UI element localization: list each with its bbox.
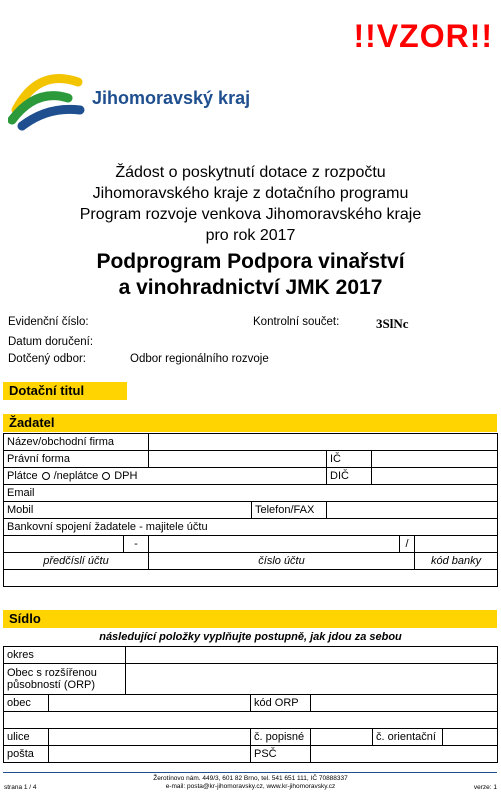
zadatel-header: Žadatel [3,414,497,432]
footer-contact: e-mail: posta@kr-jihomoravsky.cz, www.kr-jihomoravsky.cz [165,783,336,790]
footer-address: Žerotínovo nám. 449/3, 601 82 Brno, tel. 541 651 111, IČ 70888337 [153,775,348,782]
ulice-input[interactable] [49,729,251,746]
dic-label: DIČ [327,468,372,485]
blank-row [4,570,498,587]
heading-line-1: Žádost o poskytnutí dotace z rozpočtu [115,164,386,181]
neplatce-label: /neplátce [53,470,99,482]
telefon-input[interactable] [327,502,498,519]
sidlo-table [3,646,498,763]
footer-page: strana 1 / 4 [4,784,37,791]
footer-divider [3,772,497,773]
subtitle-line-1: Podprogram Podpora vinařství [96,250,405,273]
subtitle-line-2: a vinohradnictví JMK 2017 [118,276,383,299]
evidencni-label: Evidenční číslo: [8,316,89,328]
heading-line-4: pro rok 2017 [205,227,296,244]
cislo-uctu-input[interactable] [149,536,400,553]
popisne-input[interactable] [311,729,373,746]
ic-input[interactable] [372,451,498,468]
datum-label: Datum doručení: [8,336,94,348]
posta-label: pošta [4,746,49,763]
posta-input[interactable] [49,746,251,763]
platce-radio[interactable] [42,472,50,480]
spacer-row [4,712,498,729]
odbor-label: Dotčený odbor: [8,353,86,365]
email-label: Email [4,485,498,502]
heading-line-3: Program rozvoje venkova Jihomoravského kraje [79,206,422,223]
psc-input[interactable] [311,746,498,763]
watermark: !!VZOR!! [353,18,493,54]
kontrolni-value: 3SlNc [376,316,409,331]
psc-label: PSČ [251,746,311,763]
sidlo-header: Sídlo [3,610,497,628]
nazev-label: Název/obchodní firma [4,434,149,451]
okres-input[interactable] [126,647,498,664]
kod-banky-input[interactable] [415,536,498,553]
kod-banky-label: kód banky [415,553,498,570]
pravni-forma-label: Právní forma [4,451,149,468]
dph-label: DPH [114,470,138,482]
orientacni-input[interactable] [443,729,498,746]
popisne-label: č. popisné [251,729,311,746]
kod-orp-input[interactable] [311,695,498,712]
neplatce-radio[interactable] [102,472,110,480]
ic-label: IČ [327,451,372,468]
odbor-value: Odbor regionálního rozvoje [130,353,269,365]
ulice-label: ulice [4,729,49,746]
obec-orp-input[interactable] [126,664,498,695]
zadatel-table [3,433,498,587]
logo-text: Jihomoravský kraj [92,88,251,108]
footer-version: verze: 1 [473,784,497,791]
predcisli-label: předčíslí účtu [4,553,149,570]
predcisli-input[interactable] [4,536,124,553]
dic-input[interactable] [372,468,498,485]
orientacni-label: č. orientační [373,729,443,746]
pravni-forma-input[interactable] [149,451,327,468]
obec-orp-label: Obec s rozšířenou působností (ORP) [4,664,126,695]
cislo-uctu-label: číslo účtu [149,553,415,570]
nazev-input[interactable] [149,434,498,451]
bank-label: Bankovní spojení žadatele - majitele účtu [4,519,498,536]
platce-row [4,468,327,485]
dash-separator: - [124,536,149,553]
mobil-label: Mobil [4,502,252,519]
kontrolni-label: Kontrolní součet: [253,316,340,328]
kod-orp-label: kód ORP [251,695,311,712]
obec-input[interactable] [49,695,251,712]
okres-label: okres [4,647,126,664]
dotacni-titul-header: Dotační titul [3,382,127,400]
telefon-label: Telefon/FAX [252,502,327,519]
sidlo-note: následující položky vyplňujte postupně, jak jdou za sebou [99,631,402,643]
platce-label: Plátce [7,470,38,482]
heading-line-2: Jihomoravského kraje z dotačního programu [92,185,409,202]
obec-label: obec [4,695,49,712]
slash-separator: / [400,536,415,553]
